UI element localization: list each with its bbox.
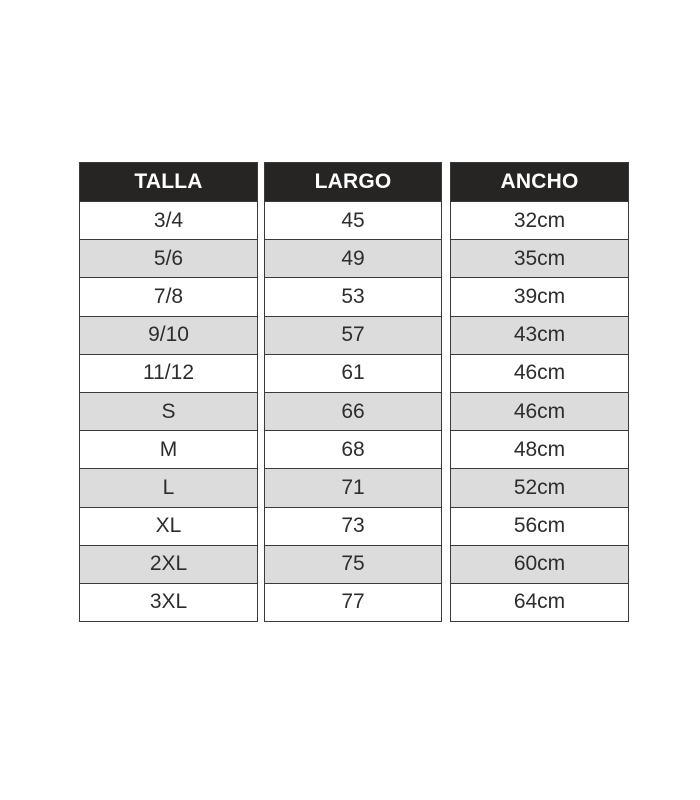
largo-cell: 71 (265, 468, 441, 506)
talla-cell: 7/8 (80, 277, 257, 315)
largo-header: LARGO (265, 163, 441, 201)
ancho-header: ANCHO (451, 163, 628, 201)
ancho-cell: 43cm (451, 316, 628, 354)
talla-cell: 3XL (80, 583, 257, 621)
largo-cell: 61 (265, 354, 441, 392)
ancho-cell: 60cm (451, 545, 628, 583)
largo-cell: 66 (265, 392, 441, 430)
ancho-cell: 48cm (451, 430, 628, 468)
largo-cell: 53 (265, 277, 441, 315)
talla-cell: XL (80, 507, 257, 545)
ancho-cell: 39cm (451, 277, 628, 315)
largo-cell: 49 (265, 239, 441, 277)
largo-cell: 57 (265, 316, 441, 354)
largo-cell: 68 (265, 430, 441, 468)
talla-cell: 2XL (80, 545, 257, 583)
ancho-cell: 56cm (451, 507, 628, 545)
largo-cell: 45 (265, 201, 441, 239)
ancho-column (450, 162, 629, 622)
talla-column (79, 162, 258, 622)
largo-column (264, 162, 442, 622)
ancho-cell: 64cm (451, 583, 628, 621)
largo-cell: 73 (265, 507, 441, 545)
talla-header: TALLA (80, 163, 257, 201)
ancho-cell: 46cm (451, 392, 628, 430)
ancho-cell: 35cm (451, 239, 628, 277)
ancho-cell: 52cm (451, 468, 628, 506)
ancho-cell: 46cm (451, 354, 628, 392)
talla-cell: 3/4 (80, 201, 257, 239)
ancho-cell: 32cm (451, 201, 628, 239)
talla-cell: M (80, 430, 257, 468)
talla-cell: L (80, 468, 257, 506)
talla-cell: 5/6 (80, 239, 257, 277)
talla-cell: 11/12 (80, 354, 257, 392)
largo-cell: 77 (265, 583, 441, 621)
talla-cell: S (80, 392, 257, 430)
largo-cell: 75 (265, 545, 441, 583)
talla-cell: 9/10 (80, 316, 257, 354)
